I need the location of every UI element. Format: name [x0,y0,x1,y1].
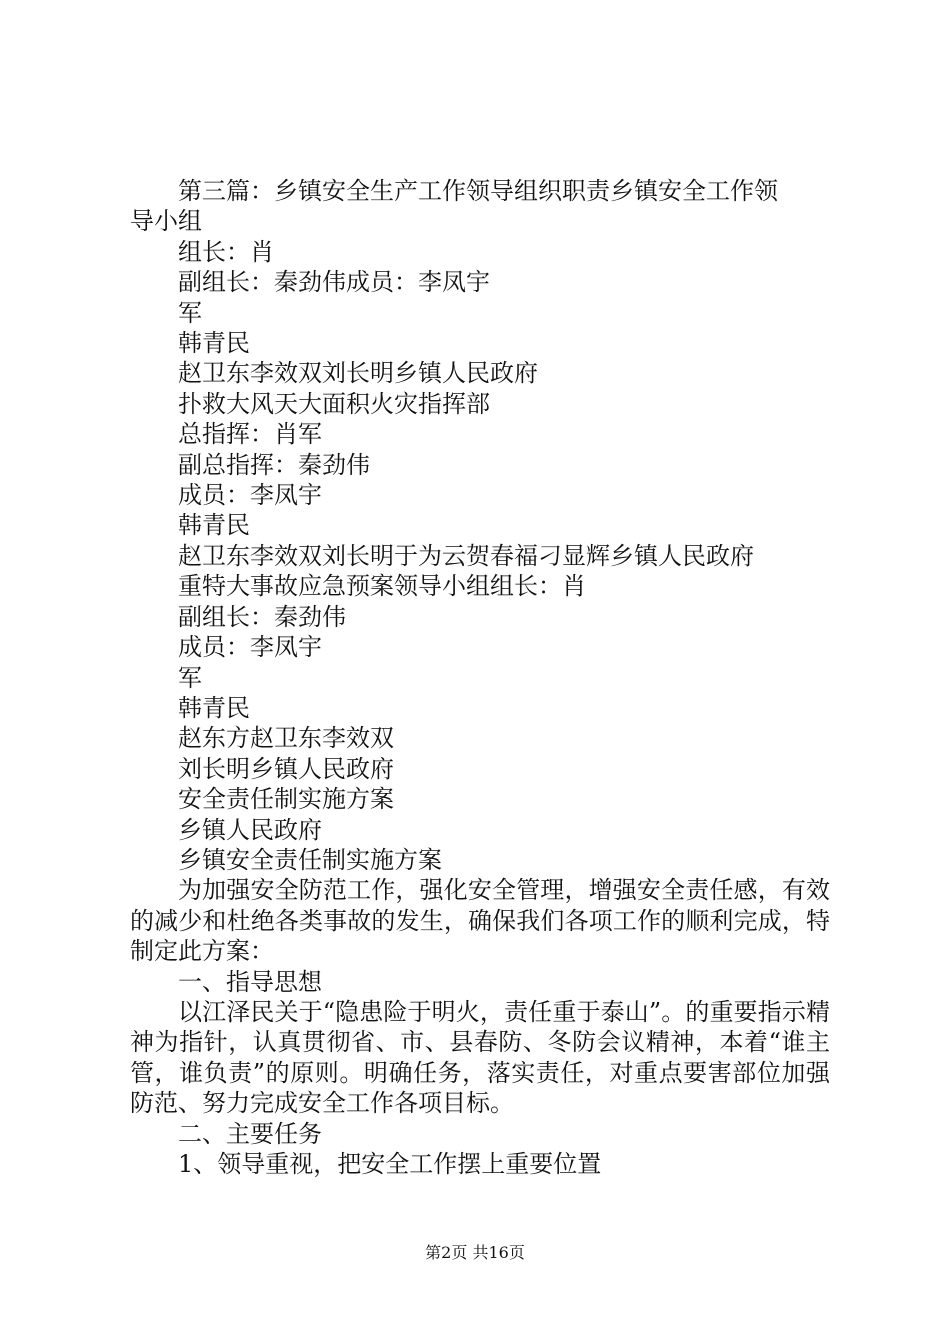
paragraph-intro: 为加强安全防范工作，强化安全管理，增强安全责任感，有效的减少和杜绝各类事故的发生，确保我们各项工作的顺利完成，特制定此方案： [130,876,830,966]
text-line: 成员：李凤宇 [178,633,322,662]
text-line: 组长：肖 [178,237,274,266]
text-line: 安全责任制实施方案 [178,785,394,814]
text-line: 扑救大风天大面积火灾指挥部 [178,389,490,418]
text-line: 韩青民 [178,511,250,540]
text-line: 乡镇安全责任制实施方案 [178,845,442,874]
text-line: 刘长明乡镇人民政府 [178,754,394,783]
text-line: 成员：李凤宇 [178,481,322,510]
text-line: 赵东方赵卫东李效双 [178,724,394,753]
text-line: 副组长：秦劲伟 [178,602,346,631]
text-line: 总指挥：肖军 [178,420,322,449]
text-line: 副总指挥：秦劲伟 [178,450,370,479]
text-line: 韩青民 [178,329,250,358]
document-heading-line-2: 导小组 [130,207,202,236]
document-body [130,176,830,1179]
text-line: 军 [178,663,202,692]
document-heading-line-1: 第三篇：乡镇安全生产工作领导组织职责乡镇安全工作领 [178,177,778,205]
section-heading-main-tasks: 二、主要任务 [178,1119,322,1148]
text-line: 副组长：秦劲伟成员：李凤宇 [178,268,490,297]
text-line: 重特大事故应急预案领导小组组长：肖 [178,572,586,601]
list-item-task-1: 1、领导重视，把安全工作摆上重要位置 [178,1150,602,1178]
text-line: 乡镇人民政府 [178,815,322,844]
text-line: 赵卫东李效双刘长明于为云贺春福刁显辉乡镇人民政府 [178,541,754,570]
text-line: 韩青民 [178,693,250,722]
page-total: 共16页 [472,1243,525,1262]
paragraph-guiding-ideology: 以江泽民关于“隐患险于明火，责任重于泰山”。的重要指示精神为指针，认真贯彻省、市、县春防、冬防会议精神，本着“谁主管，谁负责”的原则。明确任务，落实责任，对重点要害部位加强防范、努力完成安全工作各项目标。 [130,997,830,1118]
page-number: 第2页 [425,1243,468,1262]
text-line: 军 [178,298,202,327]
text-line: 赵卫东李效双刘长明乡镇人民政府 [178,359,538,388]
page-footer [0,1243,950,1263]
section-heading-guiding-ideology: 一、指导思想 [178,967,322,996]
